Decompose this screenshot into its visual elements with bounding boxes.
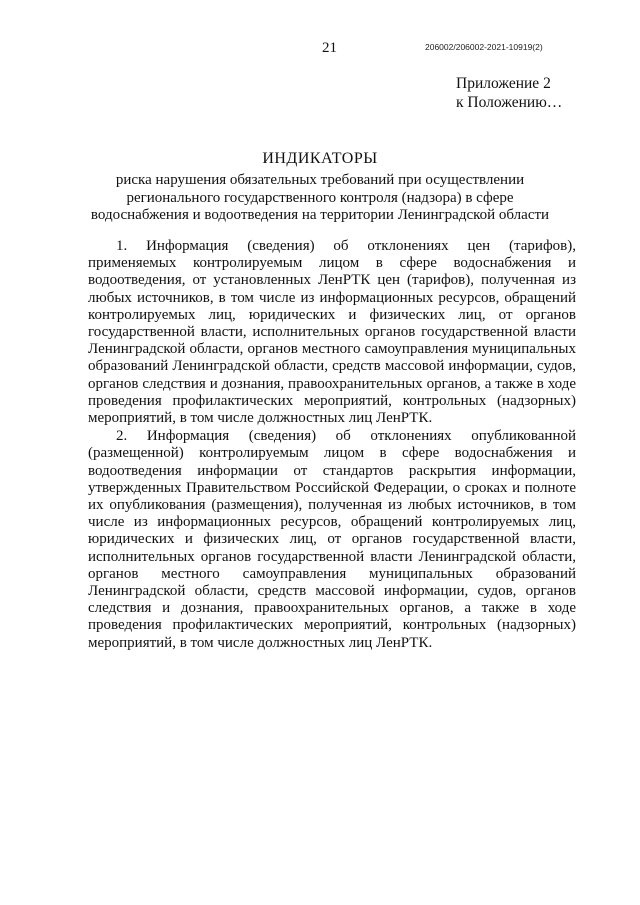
subtitle-line-3: водоснабжения и водоотведения на территории Ленинградской области xyxy=(90,207,550,223)
appendix-line-1: Приложение 2 xyxy=(456,75,551,92)
document-subtitle xyxy=(78,172,562,225)
document-title: ИНДИКАТОРЫ xyxy=(262,150,378,167)
document-code: 206002/206002-2021-10919(2) xyxy=(425,42,543,52)
subtitle-line-2: регионального государственного контроля (надзора) в сфере xyxy=(126,189,514,206)
appendix-line-2: к Положению… xyxy=(456,94,563,111)
appendix-reference xyxy=(456,74,562,112)
paragraph-2: 2. Информация (сведения) об отклонениях опубликованной (размещенной) контролируемым лицом в сфере водоснабжения и водоотведения информации от стандартов раскрытия информации, утвержденных Правительством Российской Федерации, о сроках и полноте их опубликования (размещения), полученная из любых источников, в том числе из информационных ресурсов, обращений контролируемых лиц, юридических и физических лиц, от органов государственной власти, исполнительных органов государственной власти Ленинградской области, органов местного самоуправления муниципальных образований Ленинградской области, средств массовой информации, судов, органов следствия и дознания, правоохранительных органов, а также в ходе проведения профилактических мероприятий, контрольных (надзорных) мероприятий, в том числе должностных лиц ЛенРТК. xyxy=(88,428,576,651)
page-number: 21 xyxy=(322,40,337,56)
subtitle-line-1: риска нарушения обязательных требований при осуществлении xyxy=(115,172,525,188)
paragraph-1: 1. Информация (сведения) об отклонениях цен (тарифов), применяемых контролируемым лицом в сфере водоснабжения и водоотведения, от установленных ЛенРТК цен (тарифов), полученная из любых источников, в том числе из информационных ресурсов, обращений контролируемых лиц, юридических и физических лиц, от органов государственной власти, исполнительных органов государственной власти Ленинградской области, органов местного самоуправления муниципальных образований Ленинградской области, средств массовой информации, судов, органов следствия и дознания, правоохранительных органов, а также в ходе проведения профилактических мероприятий, контрольных (надзорных) мероприятий, в том числе должностных лиц ЛенРТК. xyxy=(88,238,576,427)
document-body xyxy=(88,238,576,653)
